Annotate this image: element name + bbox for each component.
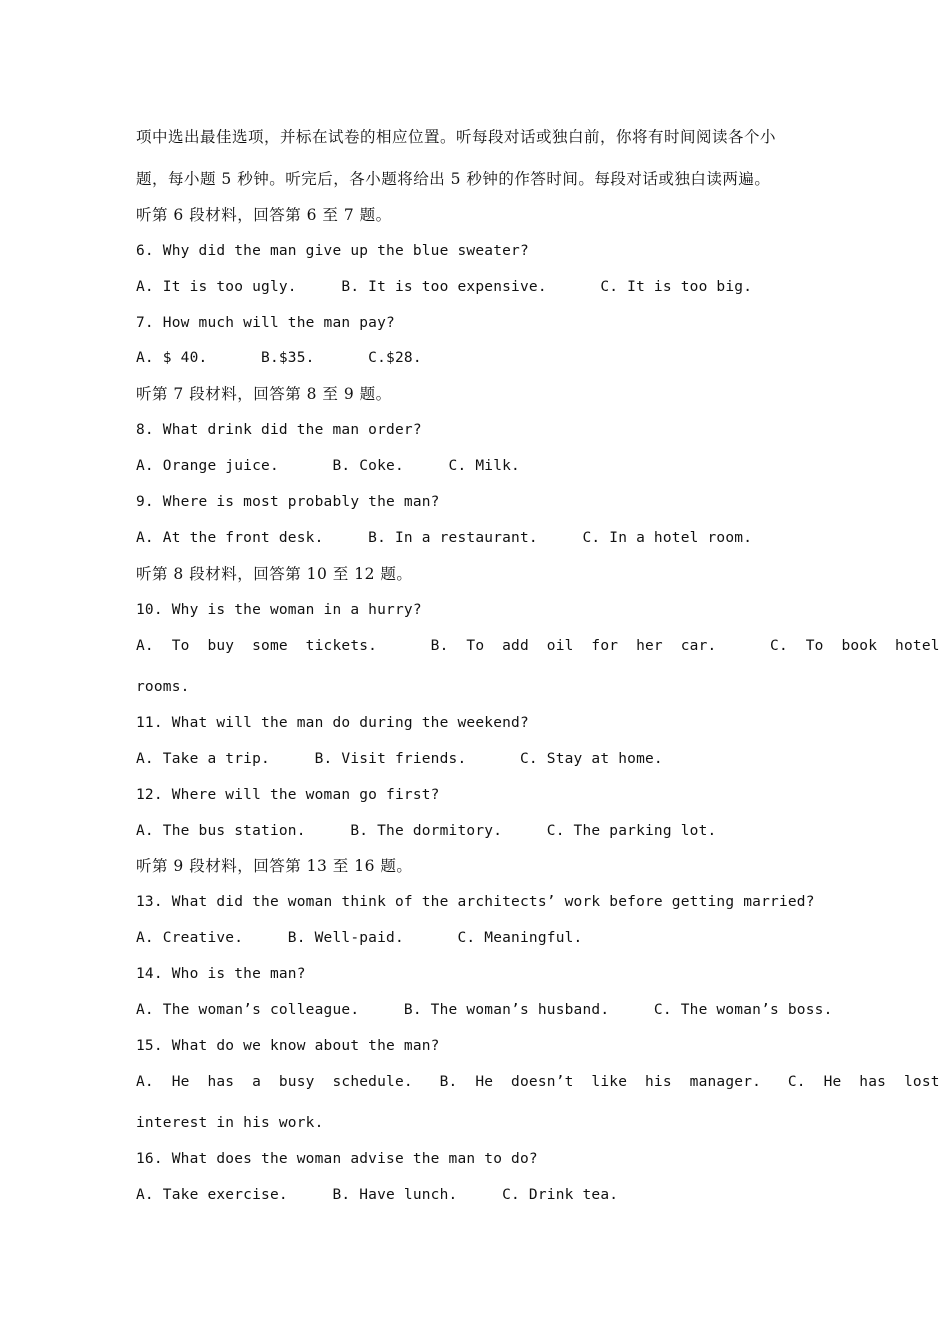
question-12-options: A. The bus station. B. The dormitory. C. The parking lot. <box>136 823 717 839</box>
section-heading-6: 听第 6 段材料，回答第 6 至 7 题。 <box>136 206 392 224</box>
question-14: 14. Who is the man? <box>136 966 306 982</box>
question-6-options: A. It is too ugly. B. It is too expensive. C. It is too big. <box>136 279 753 295</box>
question-15-options-cont: interest in his work. <box>136 1115 324 1131</box>
question-10-options: A. To buy some tickets. B. To add oil for her car. C. To book hotel <box>136 638 940 654</box>
section-heading-8: 听第 8 段材料，回答第 10 至 12 题。 <box>136 565 413 583</box>
question-6: 6. Why did the man give up the blue sweater? <box>136 243 529 259</box>
question-10: 10. Why is the woman in a hurry? <box>136 602 422 618</box>
question-16-options: A. Take exercise. B. Have lunch. C. Drink tea. <box>136 1187 619 1203</box>
question-9: 9. Where is most probably the man? <box>136 494 440 510</box>
question-8: 8. What drink did the man order? <box>136 422 422 438</box>
question-7: 7. How much will the man pay? <box>136 315 395 331</box>
question-13-options: A. Creative. B. Well-paid. C. Meaningful. <box>136 930 583 946</box>
question-13: 13. What did the woman think of the architects’ work before getting married? <box>136 894 815 910</box>
question-9-options: A. At the front desk. B. In a restaurant. C. In a hotel room. <box>136 530 753 546</box>
question-15-options: A. He has a busy schedule. B. He doesn’t like his manager. C. He has lost <box>136 1074 940 1090</box>
question-15: 15. What do we know about the man? <box>136 1038 440 1054</box>
question-10-options-cont: rooms. <box>136 679 190 695</box>
section-heading-9: 听第 9 段材料，回答第 13 至 16 题。 <box>136 857 413 875</box>
question-8-options: A. Orange juice. B. Coke. C. Milk. <box>136 458 520 474</box>
instruction-line-2: 题，每小题 5 秒钟。听完后，各小题将给出 5 秒钟的作答时间。每段对话或独白读两遍。 <box>136 170 771 188</box>
question-7-options: A. $ 40. B.$35. C.$28. <box>136 350 422 366</box>
question-14-options: A. The woman’s colleague. B. The woman’s husband. C. The woman’s boss. <box>136 1002 833 1018</box>
section-heading-7: 听第 7 段材料，回答第 8 至 9 题。 <box>136 385 392 403</box>
question-12: 12. Where will the woman go first? <box>136 787 440 803</box>
question-16: 16. What does the woman advise the man to do? <box>136 1151 538 1167</box>
question-11: 11. What will the man do during the weekend? <box>136 715 529 731</box>
question-11-options: A. Take a trip. B. Visit friends. C. Stay at home. <box>136 751 663 767</box>
instruction-line-1: 项中选出最佳选项，并标在试卷的相应位置。听每段对话或独白前，你将有时间阅读各个小 <box>136 128 777 146</box>
